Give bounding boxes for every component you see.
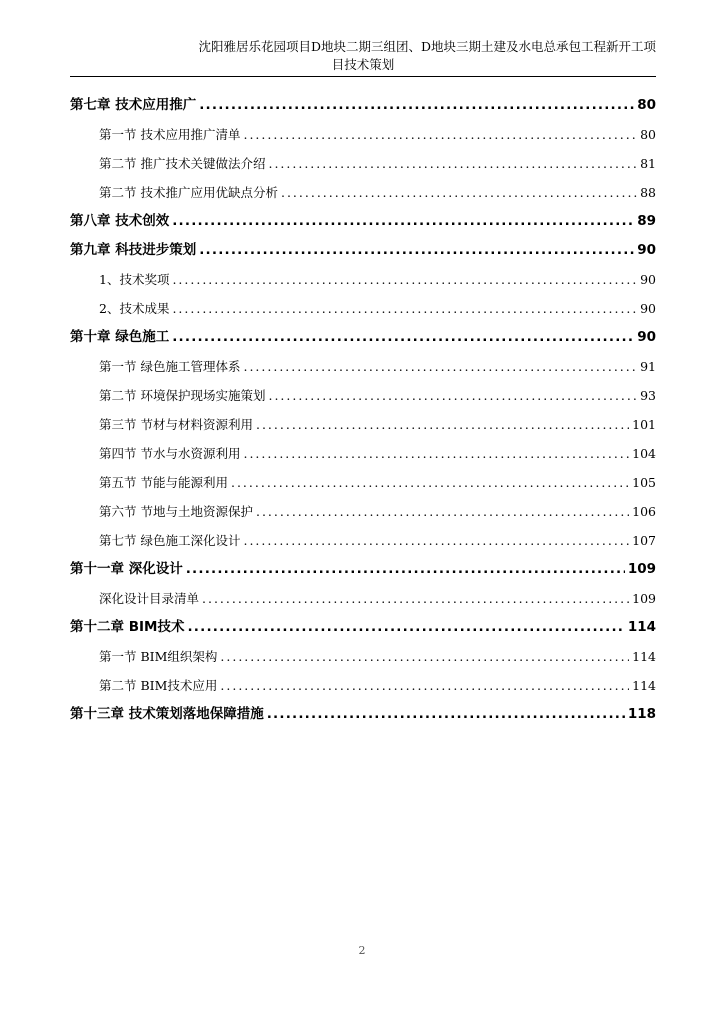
toc-dot-leader	[172, 323, 634, 352]
toc-chapter-entry[interactable]	[70, 91, 656, 120]
toc-dot-leader	[199, 236, 634, 265]
toc-entry-page-number: 81	[640, 156, 656, 171]
toc-entry-page-number: 80	[640, 127, 656, 142]
toc-dot-leader	[243, 526, 629, 555]
toc-chapter-entry[interactable]	[70, 555, 656, 584]
toc-dot-leader	[256, 410, 629, 439]
toc-dot-leader	[186, 555, 625, 584]
toc-section-entry[interactable]	[70, 352, 656, 381]
toc-entry-title: 2、技术成果	[99, 301, 170, 316]
toc-entry-page-number: 114	[632, 649, 656, 664]
toc-entry-title: 第二节 环境保护现场实施策划	[99, 388, 266, 403]
toc-entry-page-number: 114	[627, 619, 656, 635]
toc-entry-title: 第十三章 技术策划落地保障措施	[70, 706, 264, 722]
toc-dot-leader	[172, 294, 637, 323]
toc-dot-leader	[281, 178, 637, 207]
toc-entry-page-number: 105	[632, 475, 656, 490]
toc-entry-page-number: 106	[632, 504, 656, 519]
toc-section-entry[interactable]	[70, 497, 656, 526]
toc-entry-page-number: 118	[627, 706, 656, 722]
toc-entry-title: 第二节 推广技术关键做法介绍	[99, 156, 266, 171]
toc-dot-leader	[199, 91, 634, 120]
toc-chapter-entry[interactable]	[70, 323, 656, 352]
toc-dot-leader	[220, 642, 629, 671]
toc-chapter-entry[interactable]	[70, 613, 656, 642]
toc-entry-page-number: 114	[632, 678, 656, 693]
toc-entry-page-number: 90	[637, 242, 656, 258]
toc-dot-leader	[243, 439, 629, 468]
toc-dot-leader	[231, 468, 629, 497]
toc-section-entry[interactable]	[70, 526, 656, 555]
toc-entry-page-number: 93	[640, 388, 656, 403]
toc-entry-title: 第十一章 深化设计	[70, 561, 183, 577]
toc-entry-page-number: 90	[640, 301, 656, 316]
toc-entry-title: 第二节 技术推广应用优缺点分析	[99, 185, 278, 200]
toc-section-entry[interactable]	[70, 265, 656, 294]
toc-entry-page-number: 89	[637, 213, 656, 229]
page-number: 2	[358, 944, 366, 957]
toc-dot-leader	[268, 381, 637, 410]
toc-entry-title: 第三节 节材与材料资源利用	[99, 417, 253, 432]
page-header	[70, 38, 656, 77]
toc-dot-leader	[172, 265, 637, 294]
toc-entry-title: 第十二章 BIM技术	[70, 619, 185, 635]
toc-dot-leader	[268, 149, 637, 178]
toc-entry-page-number: 101	[632, 417, 656, 432]
toc-dot-leader	[267, 700, 625, 729]
toc-section-entry[interactable]	[70, 439, 656, 468]
toc-section-entry[interactable]	[70, 294, 656, 323]
toc-entry-page-number: 88	[640, 185, 656, 200]
toc-section-entry[interactable]	[70, 642, 656, 671]
toc-chapter-entry[interactable]	[70, 236, 656, 265]
toc-section-entry[interactable]	[70, 584, 656, 613]
toc-entry-page-number: 80	[637, 97, 656, 113]
toc-entry-page-number: 109	[632, 591, 656, 606]
toc-entry-title: 深化设计目录清单	[99, 591, 200, 606]
toc-entry-page-number: 109	[627, 561, 656, 577]
toc-section-entry[interactable]	[70, 120, 656, 149]
toc-entry-page-number: 104	[632, 446, 656, 461]
toc-entry-title: 第一节 技术应用推广清单	[99, 127, 241, 142]
toc-dot-leader	[243, 120, 637, 149]
toc-section-entry[interactable]	[70, 468, 656, 497]
toc-dot-leader	[187, 613, 624, 642]
toc-section-entry[interactable]	[70, 178, 656, 207]
toc-entry-title: 第八章 技术创效	[70, 213, 170, 229]
toc-section-entry[interactable]	[70, 410, 656, 439]
toc-entry-title: 第一节 绿色施工管理体系	[99, 359, 241, 374]
toc-entry-title: 第五节 节能与能源利用	[99, 475, 228, 490]
toc-section-entry[interactable]	[70, 149, 656, 178]
toc-entry-title: 第一节 BIM组织架构	[99, 649, 218, 664]
toc-section-entry[interactable]	[70, 381, 656, 410]
toc-entry-title: 第九章 科技进步策划	[70, 242, 197, 258]
toc-dot-leader	[256, 497, 629, 526]
toc-entry-page-number: 91	[640, 359, 656, 374]
toc-entry-page-number: 107	[632, 533, 656, 548]
toc-entry-title: 第七节 绿色施工深化设计	[99, 533, 241, 548]
header-title-line-2: 目技术策划	[331, 57, 395, 72]
toc-dot-leader	[202, 584, 629, 613]
table-of-contents	[70, 91, 656, 729]
toc-dot-leader	[172, 207, 634, 236]
toc-chapter-entry[interactable]	[70, 700, 656, 729]
toc-entry-page-number: 90	[637, 329, 656, 345]
toc-entry-title: 第十章 绿色施工	[70, 329, 170, 345]
toc-dot-leader	[243, 352, 637, 381]
toc-entry-title: 第七章 技术应用推广	[70, 97, 197, 113]
toc-dot-leader	[220, 671, 629, 700]
toc-entry-title: 1、技术奖项	[99, 272, 170, 287]
toc-section-entry[interactable]	[70, 671, 656, 700]
toc-entry-page-number: 90	[640, 272, 656, 287]
toc-entry-title: 第六节 节地与土地资源保护	[99, 504, 253, 519]
toc-entry-title: 第二节 BIM技术应用	[99, 678, 218, 693]
toc-entry-title: 第四节 节水与水资源利用	[99, 446, 241, 461]
toc-chapter-entry[interactable]	[70, 207, 656, 236]
header-title-line-1: 沈阳雅居乐花园项目D地块二期三组团、D地块三期土建及水电总承包工程新开工项	[198, 39, 656, 54]
